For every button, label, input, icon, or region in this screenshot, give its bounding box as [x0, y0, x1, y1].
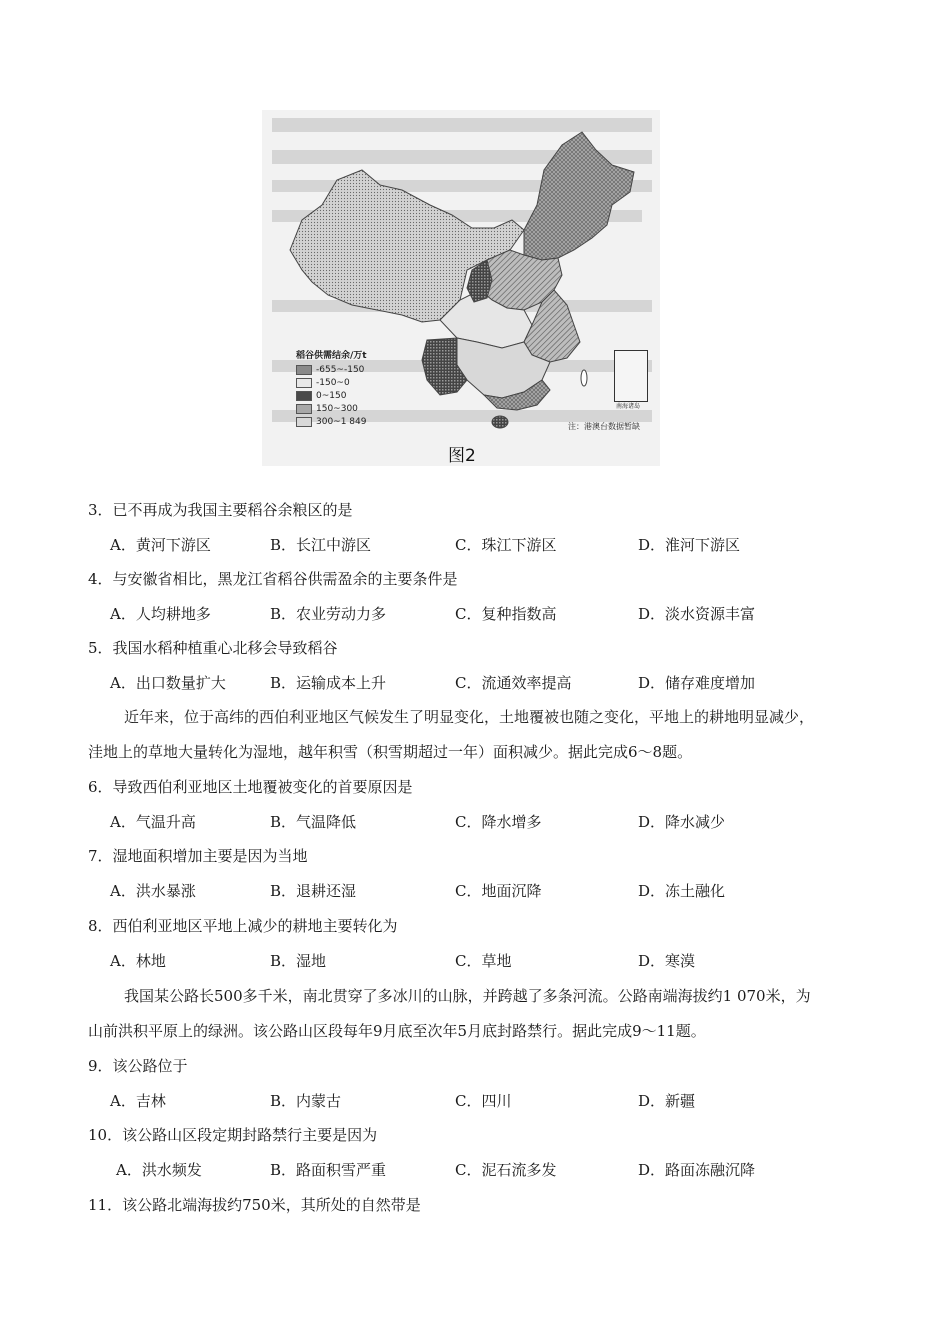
- legend-label: -150~0: [316, 377, 350, 388]
- question-stem: 10．该公路山区段定期封路禁行主要是因为: [88, 1126, 378, 1144]
- option: A．出口数量扩大: [110, 674, 226, 692]
- passage-line: 我国某公路长500多千米，南北贯穿了多冰川的山脉，并跨越了多条河流。公路南端海拔约1 070米，为: [124, 987, 811, 1005]
- option: C．降水增多: [455, 813, 542, 831]
- option: B．长江中游区: [270, 536, 372, 554]
- option: C．地面沉降: [455, 882, 542, 900]
- option: B．气温降低: [270, 813, 357, 831]
- option: B．路面积雪严重: [270, 1161, 387, 1179]
- option: D．淡水资源丰富: [638, 605, 756, 623]
- question-stem: 9．该公路位于: [88, 1057, 188, 1075]
- legend-item: [296, 402, 367, 415]
- legend-title: 稻谷供需结余/万t: [296, 351, 367, 361]
- question-stem: 4．与安徽省相比，黑龙江省稻谷供需盈余的主要条件是: [88, 570, 458, 588]
- option: C．珠江下游区: [455, 536, 557, 554]
- legend-item: [296, 376, 367, 389]
- option: D．冻土融化: [638, 882, 726, 900]
- legend-item: [296, 415, 367, 428]
- map-legend: [296, 348, 367, 428]
- option: D．新疆: [638, 1092, 696, 1110]
- option: D．路面冻融沉降: [638, 1161, 756, 1179]
- option: B．农业劳动力多: [270, 605, 387, 623]
- option: C．复种指数高: [455, 605, 557, 623]
- option: A．林地: [110, 952, 166, 970]
- question-stem: 3．已不再成为我国主要稻谷余粮区的是: [88, 501, 353, 519]
- option: D．降水减少: [638, 813, 726, 831]
- map-note: 注：港澳台数据暂缺: [568, 422, 640, 431]
- option: C．泥石流多发: [455, 1161, 557, 1179]
- option: A．人均耕地多: [110, 605, 211, 623]
- option: A．黄河下游区: [110, 536, 211, 554]
- passage-line: 洼地上的草地大量转化为湿地，越年积雪（积雪期超过一年）面积减少。据此完成6～8题。: [88, 743, 693, 761]
- passage-line: 近年来，位于高纬的西伯利亚地区气候发生了明显变化，土地覆被也随之变化，平地上的耕地明显减少，: [124, 708, 815, 726]
- question-stem: 8．西伯利亚地区平地上减少的耕地主要转化为: [88, 917, 398, 935]
- option: A．洪水暴涨: [110, 882, 196, 900]
- option: C．草地: [455, 952, 512, 970]
- south-china-sea-inset: [614, 350, 648, 402]
- option: B．退耕还湿: [270, 882, 357, 900]
- question-stem: 7．湿地面积增加主要是因为当地: [88, 847, 308, 865]
- legend-label: 150~300: [316, 403, 358, 414]
- legend-swatch: [296, 365, 312, 375]
- passage-line: 山前洪积平原上的绿洲。该公路山区段每年9月底至次年5月底封路禁行。据此完成9～11题。: [88, 1022, 706, 1040]
- option: C．流通效率提高: [455, 674, 572, 692]
- legend-label: 0~150: [316, 390, 347, 401]
- legend-label: 300~1 849: [316, 416, 367, 427]
- question-stem: 6．导致西伯利亚地区土地覆被变化的首要原因是: [88, 778, 413, 796]
- option: C．四川: [455, 1092, 512, 1110]
- option: A．吉林: [110, 1092, 166, 1110]
- option: D．储存难度增加: [638, 674, 756, 692]
- figure-caption: 图2: [448, 446, 476, 466]
- option: B．湿地: [270, 952, 327, 970]
- option: A．气温升高: [110, 813, 196, 831]
- map-region-hainan: [492, 416, 508, 428]
- map-region-taiwan: [581, 370, 587, 386]
- inset-label: 南海诸岛: [616, 403, 641, 410]
- legend-label: -655~-150: [316, 364, 365, 375]
- legend-swatch: [296, 404, 312, 414]
- legend-swatch: [296, 391, 312, 401]
- option: A．洪水频发: [116, 1161, 202, 1179]
- option: B．内蒙古: [270, 1092, 342, 1110]
- option: D．寒漠: [638, 952, 696, 970]
- china-rice-map-figure: [262, 110, 660, 466]
- legend-item: [296, 363, 367, 376]
- option: B．运输成本上升: [270, 674, 387, 692]
- legend-swatch: [296, 378, 312, 388]
- question-stem: 5．我国水稻种植重心北移会导致稻谷: [88, 639, 338, 657]
- option: D．淮河下游区: [638, 536, 741, 554]
- legend-item: [296, 389, 367, 402]
- question-stem: 11．该公路北端海拔约750米，其所处的自然带是: [88, 1196, 421, 1214]
- legend-swatch: [296, 417, 312, 427]
